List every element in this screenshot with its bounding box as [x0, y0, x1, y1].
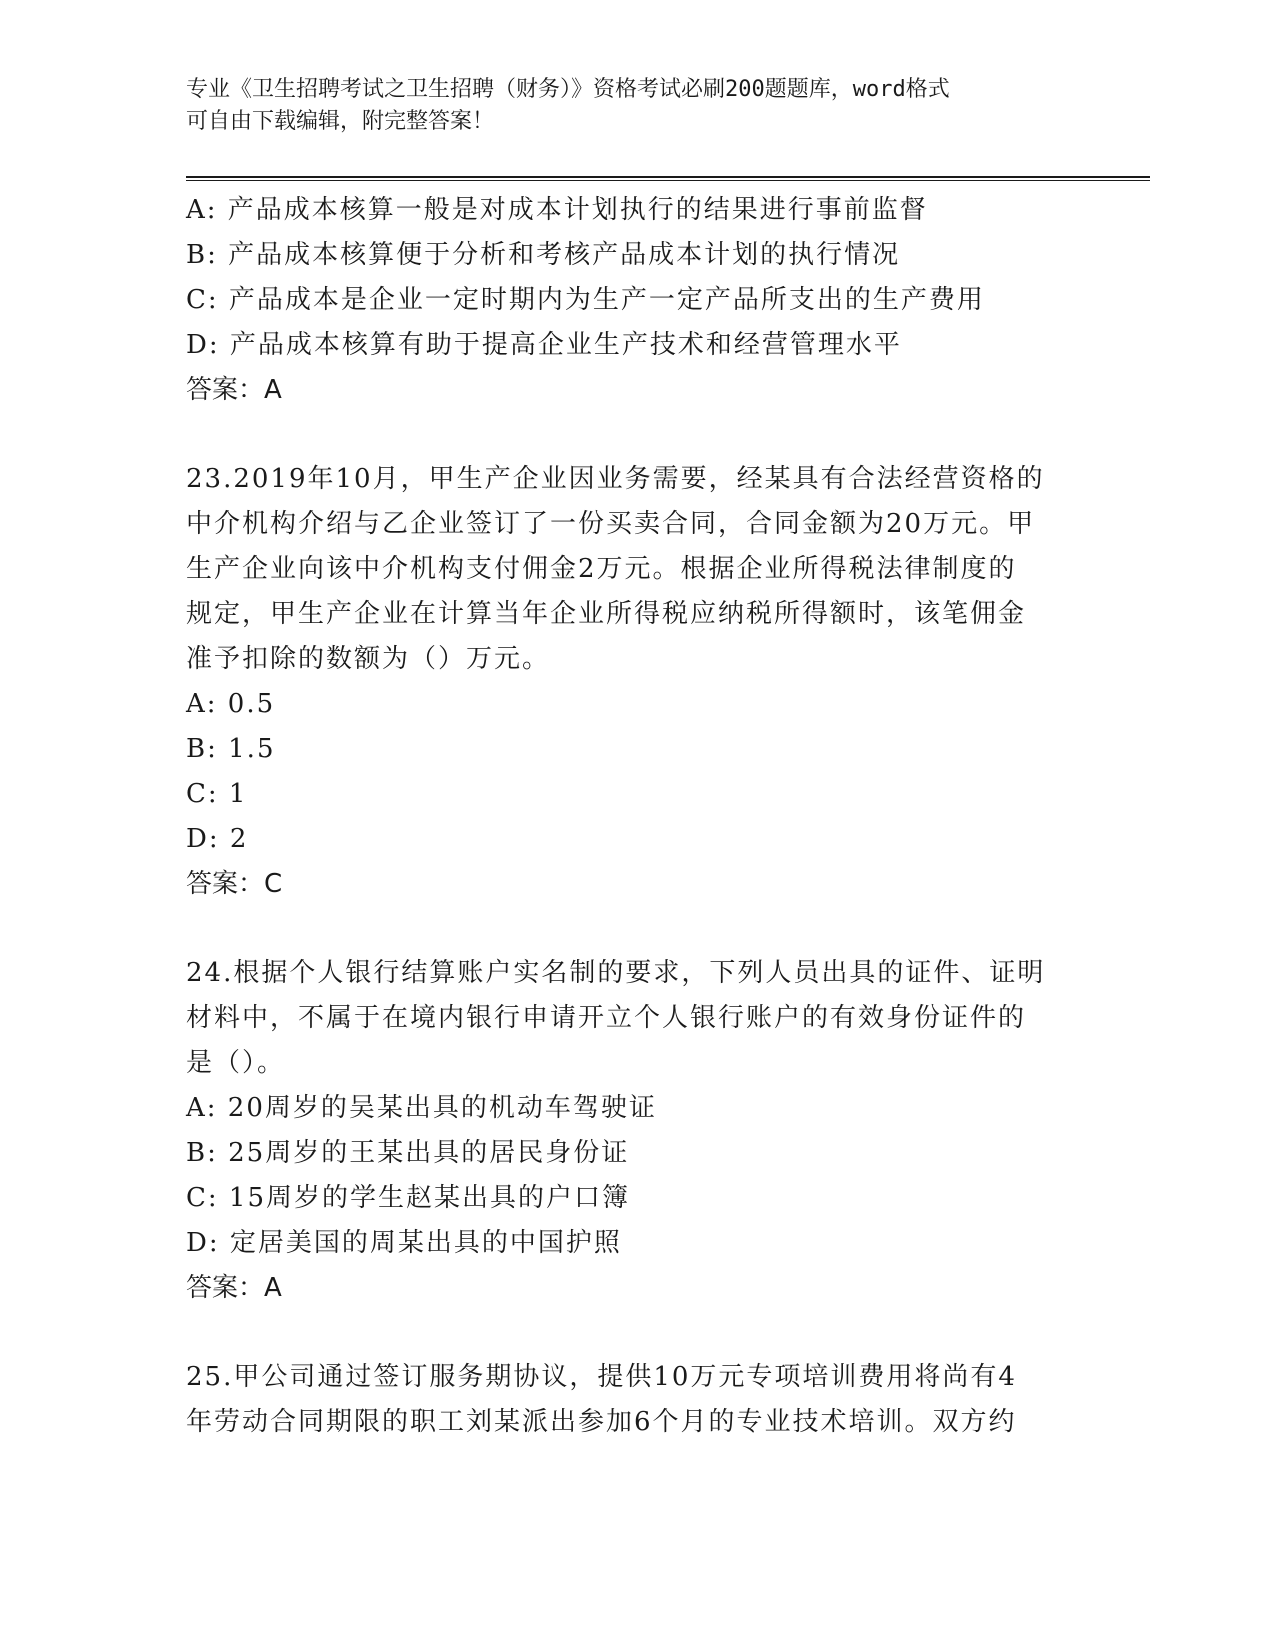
header-line-2: 可自由下载编辑，附完整答案！ [186, 109, 495, 134]
document-header [186, 74, 1066, 138]
question-text-line: 年劳动合同期限的职工刘某派出参加6个月的专业技术培训。双方约 [186, 1407, 1017, 1437]
answer: 答案：C [186, 869, 283, 899]
question-text-line: 材料中，不属于在境内银行申请开立个人银行账户的有效身份证件的 [186, 1003, 1027, 1033]
option-c: C: 产品成本是企业一定时期内为生产一定产品所支出的生产费用 [186, 285, 985, 315]
question-25 [186, 1355, 1066, 1445]
question-text-line: 生产企业向该中介机构支付佣金2万元。根据企业所得税法律制度的 [186, 554, 1017, 584]
option-b: B: 产品成本核算便于分析和考核产品成本计划的执行情况 [186, 240, 901, 270]
question-text-line: 23.2019年10月，甲生产企业因业务需要，经某具有合法经营资格的 [186, 464, 1045, 494]
option-c: C: 15周岁的学生赵某出具的户口簿 [186, 1183, 631, 1213]
question-text-line: 24.根据个人银行结算账户实名制的要求，下列人员出具的证件、证明 [186, 958, 1046, 988]
option-b: B: 25周岁的王某出具的居民身份证 [186, 1138, 630, 1168]
spacer [186, 907, 1066, 951]
option-a: A: 0.5 [186, 689, 276, 719]
option-d: D: 2 [186, 824, 249, 854]
question-22 [186, 188, 1066, 413]
document-body [186, 188, 1066, 1445]
option-d: D: 定居美国的周某出具的中国护照 [186, 1228, 622, 1258]
question-24 [186, 951, 1066, 1311]
question-text-line: 是（）。 [186, 1048, 286, 1078]
option-c: C: 1 [186, 779, 248, 809]
option-d: D: 产品成本核算有助于提高企业生产技术和经营管理水平 [186, 330, 902, 360]
header-line-1: 专业《卫生招聘考试之卫生招聘（财务）》资格考试必刷200题题库，word格式 [186, 77, 950, 102]
question-text-line: 25.甲公司通过签订服务期协议，提供10万元专项培训费用将尚有4 [186, 1362, 1017, 1392]
option-a: A: 产品成本核算一般是对成本计划执行的结果进行事前监督 [186, 195, 928, 225]
header-divider [186, 176, 1150, 181]
question-23 [186, 457, 1066, 907]
option-b: B: 1.5 [186, 734, 276, 764]
question-text-line: 规定，甲生产企业在计算当年企业所得税应纳税所得额时，该笔佣金 [186, 599, 1027, 629]
option-a: A: 20周岁的吴某出具的机动车驾驶证 [186, 1093, 657, 1123]
answer: 答案：A [186, 375, 282, 405]
question-text-line: 中介机构介绍与乙企业签订了一份买卖合同，合同金额为20万元。甲 [186, 509, 1036, 539]
spacer [186, 413, 1066, 457]
answer: 答案：A [186, 1273, 282, 1303]
question-text-line: 准予扣除的数额为（）万元。 [186, 644, 551, 674]
spacer [186, 1311, 1066, 1355]
